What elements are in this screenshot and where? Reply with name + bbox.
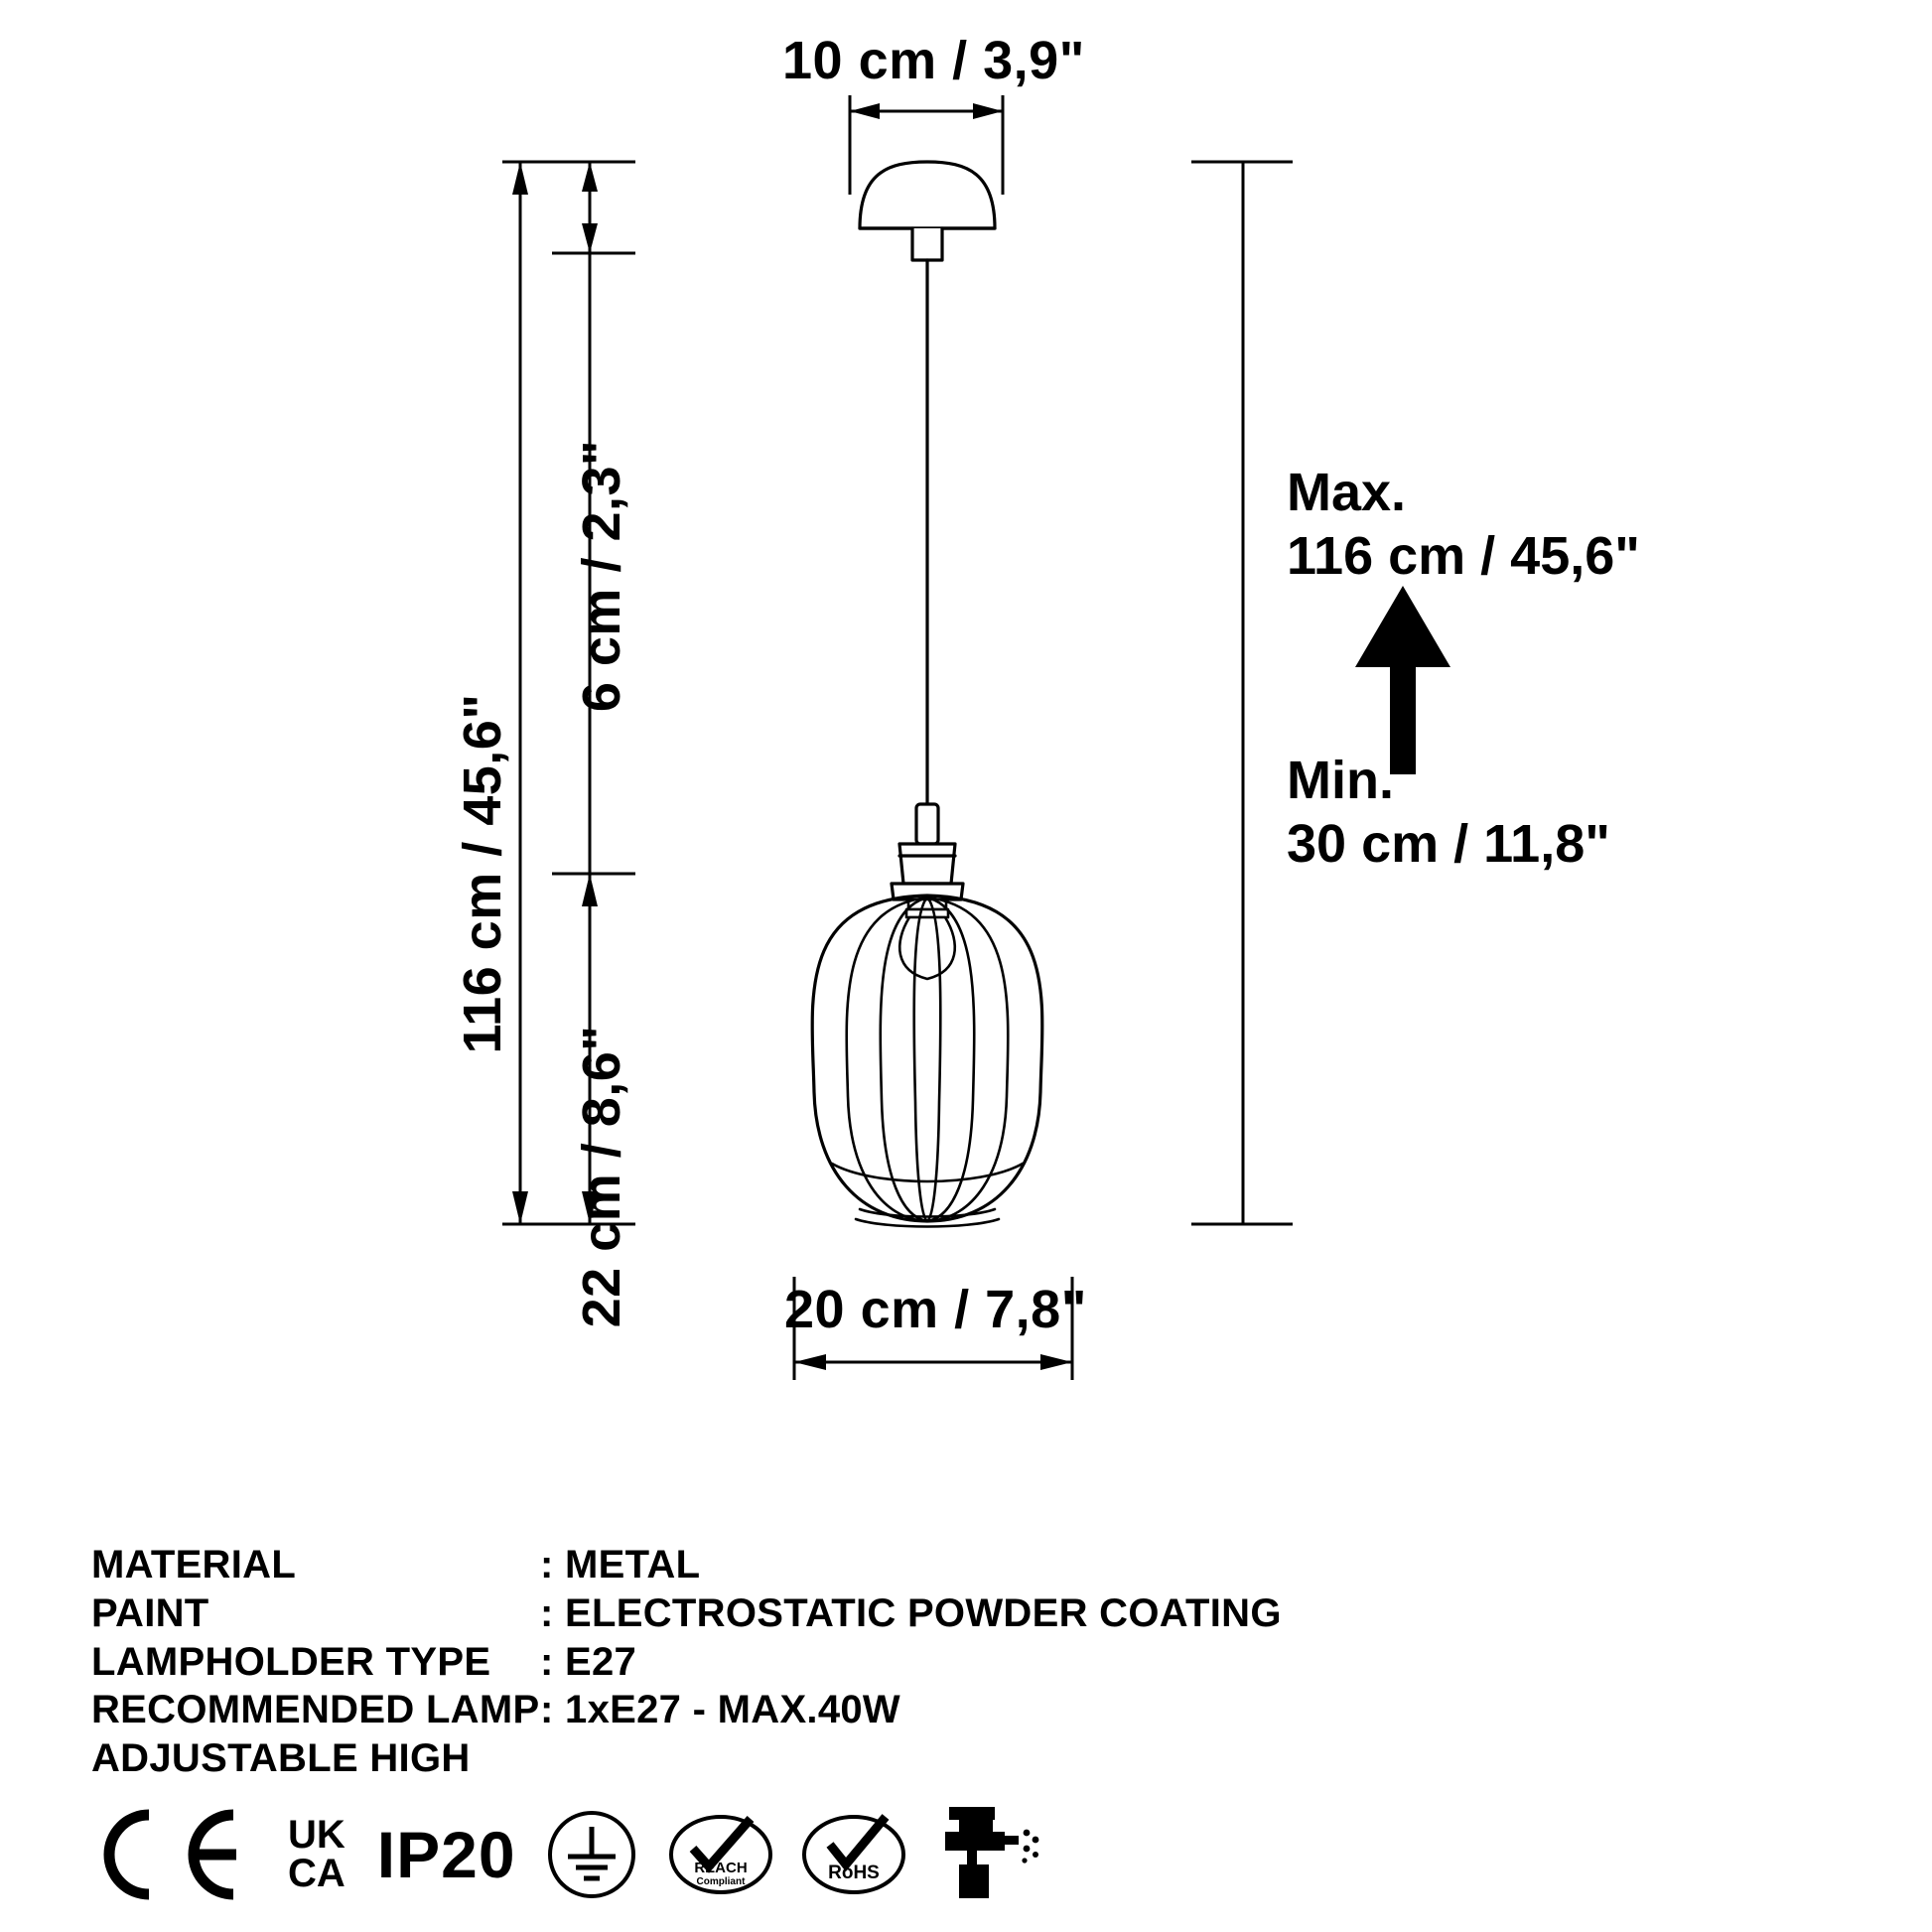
adjustable-range-arrow [1355,586,1450,774]
dimension-label-cord-height: 6 cm / 2,3" [572,439,631,713]
min-height-block [1287,750,1610,876]
lamp-illustration [812,162,1042,1227]
spec-value: : E27 [540,1639,637,1684]
max-value: 116 cm / 45,6" [1287,525,1640,586]
rohs-icon [800,1805,907,1904]
reach-compliant-icon [667,1805,774,1904]
dimension-label-top-width: 10 cm / 3,9" [782,31,1085,90]
svg-text:RoHS: RoHS [827,1863,880,1883]
ip-rating-text: IP20 [376,1818,516,1891]
right-height-dimension [1191,162,1293,1224]
min-value: 30 cm / 11,8" [1287,813,1610,874]
max-label: Max. [1287,463,1407,522]
spec-row [91,1638,1282,1687]
min-label: Min. [1287,751,1394,810]
spec-value: : ELECTROSTATIC POWDER COATING [540,1590,1282,1635]
spec-row [91,1541,1282,1589]
svg-text:REACH: REACH [693,1860,748,1876]
specification-table [91,1541,1282,1783]
spec-key: LAMPHOLDER TYPE [91,1639,491,1684]
dimension-label-bottom-width: 20 cm / 7,8" [784,1280,1087,1339]
ukca-mark-icon [274,1805,351,1904]
spec-key: PAINT [91,1590,209,1635]
svg-text:Compliant: Compliant [696,1876,746,1887]
spec-value: : 1xE27 - MAX.40W [540,1688,900,1732]
spec-key: ADJUSTABLE HIGH [91,1736,471,1781]
spec-row [91,1589,1282,1638]
spec-value: : METAL [540,1543,701,1587]
powder-coating-spray-gun-icon [933,1805,1042,1904]
spec-key: RECOMMENDED LAMP [91,1688,540,1732]
ukca-line-1: UK [288,1812,345,1857]
ip-rating-badge [377,1805,516,1904]
dimension-label-total-height: 116 cm / 45,6" [453,693,512,1054]
ce-mark-icon [79,1805,248,1904]
earth-ground-icon [542,1805,641,1904]
spec-key: MATERIAL [91,1543,297,1587]
spec-row [91,1734,1282,1783]
spec-row [91,1686,1282,1734]
certification-badges [79,1799,1042,1910]
max-height-block [1287,462,1640,588]
ukca-line-2: CA [288,1852,345,1895]
dimension-label-shade-height: 22 cm / 8,6" [572,1025,631,1328]
